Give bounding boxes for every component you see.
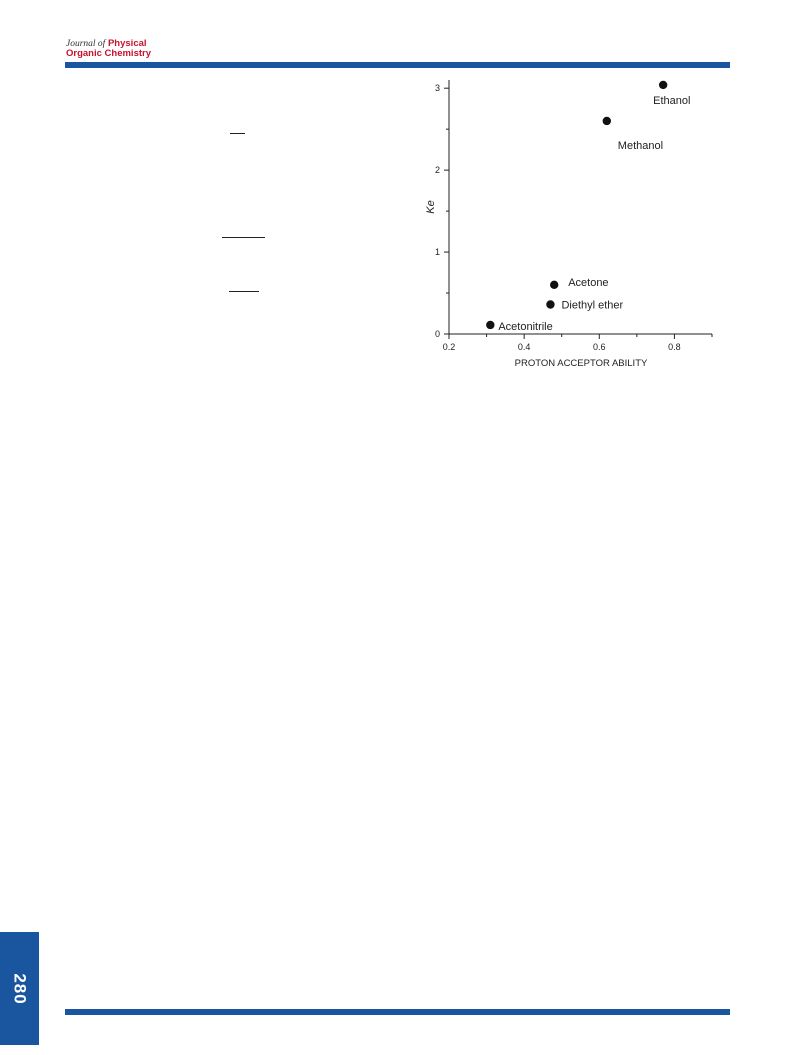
data-point [550,281,558,289]
page-number-text: 280 [10,972,30,1005]
data-point-label: Acetonitrile [498,320,553,333]
y-tick-label: 1 [434,247,440,258]
footer-rule [65,1009,730,1015]
journal-title-italic: Journal of [66,39,106,49]
y-tick-label: 2 [434,165,440,176]
y-tick-label: 0 [434,329,440,339]
data-point [486,321,494,329]
plot-frame [449,80,712,334]
x-tick-label: 0.4 [517,342,531,352]
journal-title-line2: Organic Chemistry [66,48,151,59]
data-point [546,300,554,308]
x-tick-label: 0.6 [593,342,606,352]
header-rule [65,62,730,68]
equation-fraction-bar [222,237,265,238]
page-number [0,932,39,1045]
data-point [603,117,611,125]
scatter-figure [410,72,730,372]
equation-fraction-bar [229,291,259,292]
journal-logo [66,39,151,58]
y-axis-label: Ke [425,200,437,214]
journal-title-bold: Physical [107,38,147,49]
data-point-label: Methanol [617,139,664,152]
y-tick-label: 3 [434,83,440,94]
x-tick-label: 0.8 [668,342,681,352]
data-point-label: Diethyl ether [561,299,624,312]
x-tick-label: 0.2 [442,342,456,352]
data-point [659,81,667,89]
data-point-label: Acetone [568,276,609,289]
equation-fraction-bar [230,133,245,134]
x-axis-label: PROTON ACCEPTOR ABILITY [514,358,648,369]
data-point-label: Ethanol [653,94,691,107]
